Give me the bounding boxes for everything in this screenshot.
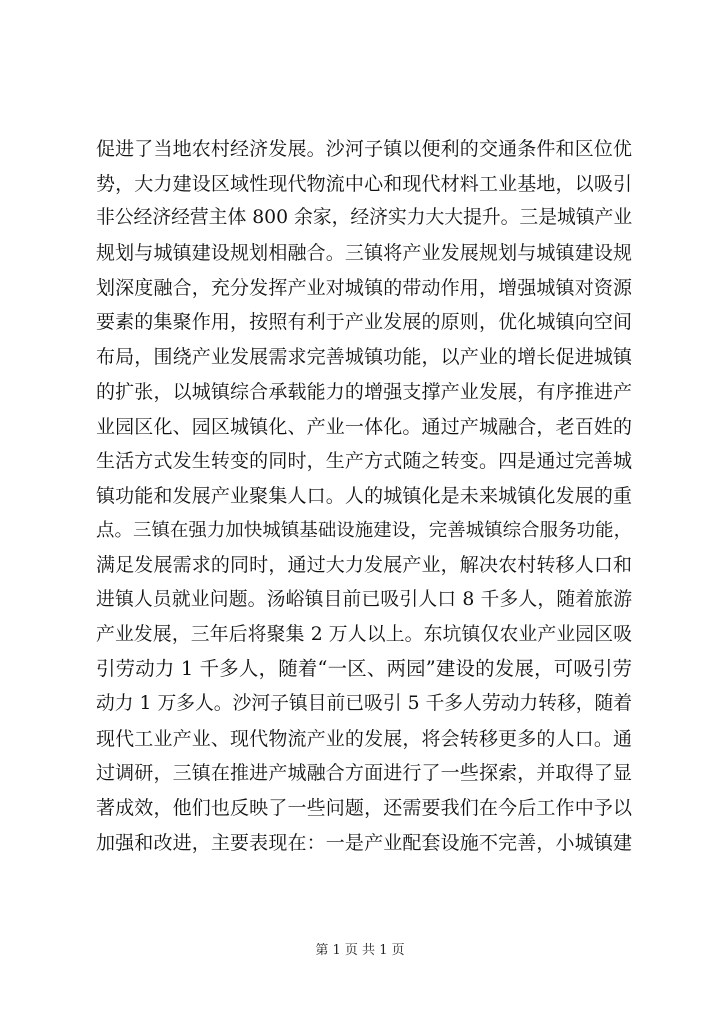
text-line-7: 布局，围绕产业发展需求完善城镇功能，以产业的增长促进城镇 xyxy=(96,346,632,369)
text-line-1: 促进了当地农村经济发展。沙河子镇以便利的交通条件和区位优 xyxy=(96,138,632,160)
text-line-16: 引劳动力 1 千多人，随着“一区、两园”建设的发展，可吸引劳 xyxy=(96,657,632,681)
text-line-9: 业园区化、园区城镇化、产业一体化。通过产城融合，老百姓的 xyxy=(96,415,632,438)
text-line-17: 动力 1 万多人。沙河子镇目前已吸引 5 千多人劳动力转移，随着 xyxy=(96,693,633,714)
text-line-20: 著成效，他们也反映了一些问题，还需要我们在今后工作中予以 xyxy=(96,797,632,820)
text-line-12: 点。三镇在强力加快城镇基础设施建设，完善城镇综合服务功能， xyxy=(96,519,632,541)
text-line-11: 镇功能和发展产业聚集人口。人的城镇化是未来城镇化发展的重 xyxy=(96,484,632,507)
text-line-5: 划深度融合，充分发挥产业对城镇的带动作用，增强城镇对资源 xyxy=(96,276,632,299)
text-line-6: 要素的集聚作用，按照有利于产业发展的原则，优化城镇向空间 xyxy=(96,311,632,334)
text-line-8: 的扩张，以城镇综合承载能力的增强支撑产业发展，有序推进产 xyxy=(96,380,632,403)
text-line-15: 产业发展，三年后将聚集 2 万人以上。东坑镇仅农业产业园区吸 xyxy=(96,623,632,645)
text-line-13: 满足发展需求的同时，通过大力发展产业，解决农村转移人口和 xyxy=(96,554,632,577)
page-number-label: 第 1 页 共 1 页 xyxy=(315,943,405,958)
text-line-19: 过调研，三镇在推进产城融合方面进行了一些探索，并取得了显 xyxy=(96,762,632,785)
text-line-21: 加强和改进，主要表现在：一是产业配套设施不完善，小城镇建 xyxy=(96,831,632,854)
page-footer xyxy=(0,939,720,958)
body-text xyxy=(96,136,632,864)
text-line-4: 规划与城镇建设规划相融合。三镇将产业发展规划与城镇建设规 xyxy=(96,242,632,265)
text-line-14: 进镇人员就业问题。汤峪镇目前已吸引人口 8 千多人，随着旅游 xyxy=(96,588,632,610)
text-line-18: 现代工业产业、现代物流产业的发展，将会转移更多的人口。通 xyxy=(96,727,632,750)
text-line-2: 势，大力建设区域性现代物流中心和现代材料工业基地，以吸引 xyxy=(96,172,632,195)
text-line-3: 非公经济经营主体 800 余家，经济实力大大提升。三是城镇产业 xyxy=(96,207,633,229)
text-line-10: 生活方式发生转变的同时，生产方式随之转变。四是通过完善城 xyxy=(96,450,632,473)
